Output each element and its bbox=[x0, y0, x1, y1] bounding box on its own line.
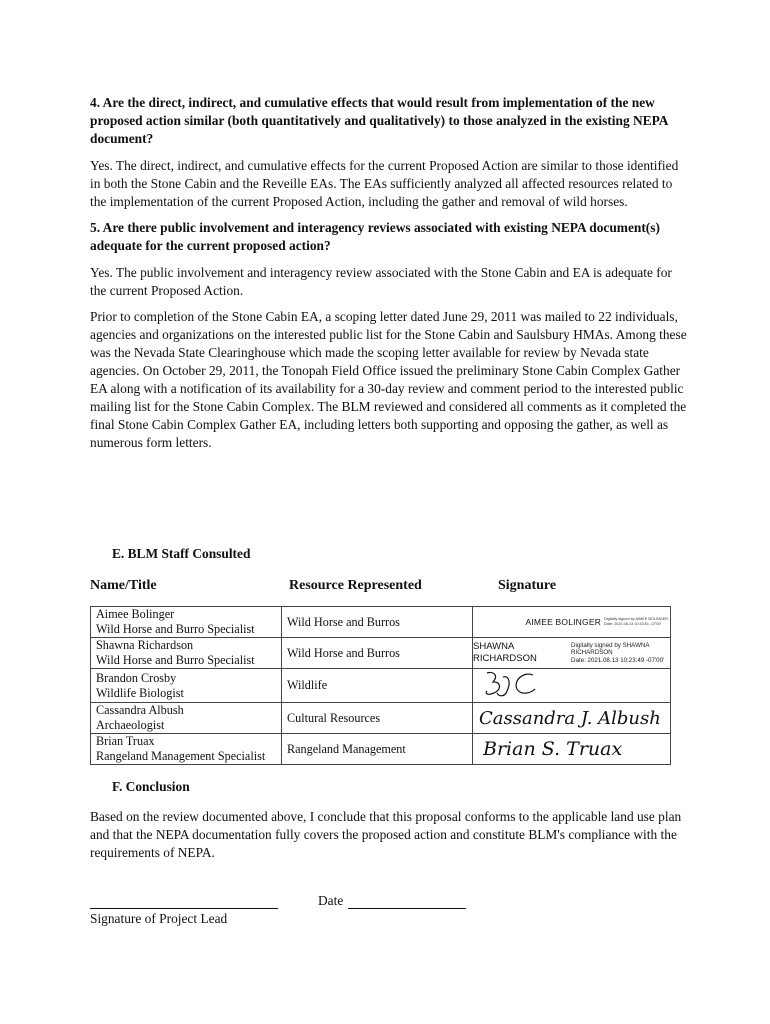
resource-cell: Wildlife bbox=[282, 669, 473, 703]
col-header-name: Name/Title bbox=[90, 578, 157, 593]
digital-signature-name: AIMEE BOLINGER bbox=[525, 616, 602, 627]
table-row bbox=[91, 607, 671, 638]
staff-title: Rangeland Management Specialist bbox=[96, 749, 266, 763]
name-title-cell bbox=[91, 703, 282, 734]
digital-signature-stamp: Digitally signed by SHAWNA RICHARDSON Date: 2021.08.13 10:23:49 -07'00' bbox=[571, 641, 665, 664]
digital-signature-shawna bbox=[473, 639, 670, 668]
signature-cell bbox=[473, 703, 671, 734]
name-title-cell bbox=[91, 638, 282, 669]
question-5-heading: 5. Are there public involvement and interagency reviews associated with existing NEPA document(s) adequate for the current proposed action? bbox=[90, 220, 660, 253]
staff-name: Cassandra Albush bbox=[96, 703, 184, 717]
handwritten-signature-crosby bbox=[473, 669, 670, 698]
table-row bbox=[91, 638, 671, 669]
date-line[interactable] bbox=[348, 894, 466, 909]
resource-cell: Cultural Resources bbox=[282, 703, 473, 734]
document-body bbox=[90, 94, 690, 460]
resource-cell: Wild Horse and Burros bbox=[282, 607, 473, 638]
date-label: Date bbox=[318, 893, 344, 908]
staff-name: Aimee Bolinger bbox=[96, 607, 175, 621]
staff-name: Brian Truax bbox=[96, 734, 155, 748]
staff-name: Shawna Richardson bbox=[96, 638, 194, 652]
name-title-cell bbox=[91, 607, 282, 638]
digital-signature-aimee bbox=[473, 608, 670, 637]
table-row bbox=[91, 734, 671, 765]
question-4-answer: Yes. The direct, indirect, and cumulative effects for the current Proposed Action are similar to those identified in both the Stone Cabin and the Reveille EAs. The EAs sufficiently analyzed all affected resources related to the implementation of the current Proposed Action, including the gather and removal of wild horses. bbox=[90, 158, 679, 209]
staff-table bbox=[90, 606, 671, 765]
table-row bbox=[91, 669, 671, 703]
staff-name: Brandon Crosby bbox=[96, 670, 177, 685]
staff-title: Wild Horse and Burro Specialist bbox=[96, 653, 255, 667]
handwritten-signature-truax: Brian S. Truax bbox=[483, 737, 623, 760]
resource-cell: Wild Horse and Burros bbox=[282, 638, 473, 669]
signature-cell bbox=[473, 607, 671, 638]
signature-label: Signature of Project Lead bbox=[90, 911, 228, 926]
signature-cell bbox=[473, 638, 671, 669]
staff-title: Archaeologist bbox=[96, 718, 165, 732]
staff-title: Wild Horse and Burro Specialist bbox=[96, 622, 255, 636]
col-header-signature: Signature bbox=[498, 578, 557, 593]
col-header-resource: Resource Represented bbox=[289, 578, 422, 593]
question-4-heading: 4. Are the direct, indirect, and cumulative effects that would result from implementation of the new proposed action similar (both quantitatively and qualitatively) to those analyzed in the existing NEPA document? bbox=[90, 95, 668, 146]
table-row bbox=[91, 703, 671, 734]
conclusion-heading: F. Conclusion bbox=[112, 779, 190, 794]
resource-cell: Rangeland Management bbox=[282, 734, 473, 765]
name-title-cell bbox=[91, 734, 282, 765]
question-5-answer-detail: Prior to completion of the Stone Cabin EA, a scoping letter dated June 29, 2011 was mailed to 22 individuals, agencies and organizations on the interested public list for the Stone Cabin and Saulsbury HMAs. Among these was the Nevada State Clearinghouse which made the scoping letter available for review by Nevada state agencies. On October 29, 2011, the Tonopah Field Office issued the preliminary Stone Cabin Complex Gather EA along with a notification of its availability for a 30-day review and comment period to the interested public mailing list for the Stone Cabin Complex. The BLM reviewed and considered all comments as it completed the final Stone Cabin Complex Gather EA, including letters both supporting and opposing the gather, as well as numerous form letters. bbox=[90, 309, 687, 450]
question-5-answer: Yes. The public involvement and interagency review associated with the Stone Cabin and EA is adequate for the current Proposed Action. bbox=[90, 265, 672, 298]
signature-cell bbox=[473, 669, 671, 703]
staff-title: Wildlife Biologist bbox=[96, 685, 184, 700]
staff-section-heading: E. BLM Staff Consulted bbox=[112, 546, 251, 561]
name-title-cell bbox=[91, 669, 282, 703]
conclusion-text: Based on the review documented above, I conclude that this proposal conforms to the applicable land use plan and that the NEPA documentation fully covers the proposed action and constitute BLM's compliance with the requirements of NEPA. bbox=[90, 809, 682, 860]
signature-cell bbox=[473, 734, 671, 765]
digital-signature-name: SHAWNA RICHARDSON bbox=[473, 641, 537, 664]
signature-line[interactable] bbox=[90, 894, 278, 909]
digital-signature-stamp: Digitally signed by AIMEE BOLINGER Date: 2021.08.13 10:43:51 -07'00' bbox=[604, 617, 668, 626]
handwritten-signature-albush: Cassandra J. Albush bbox=[479, 707, 661, 729]
